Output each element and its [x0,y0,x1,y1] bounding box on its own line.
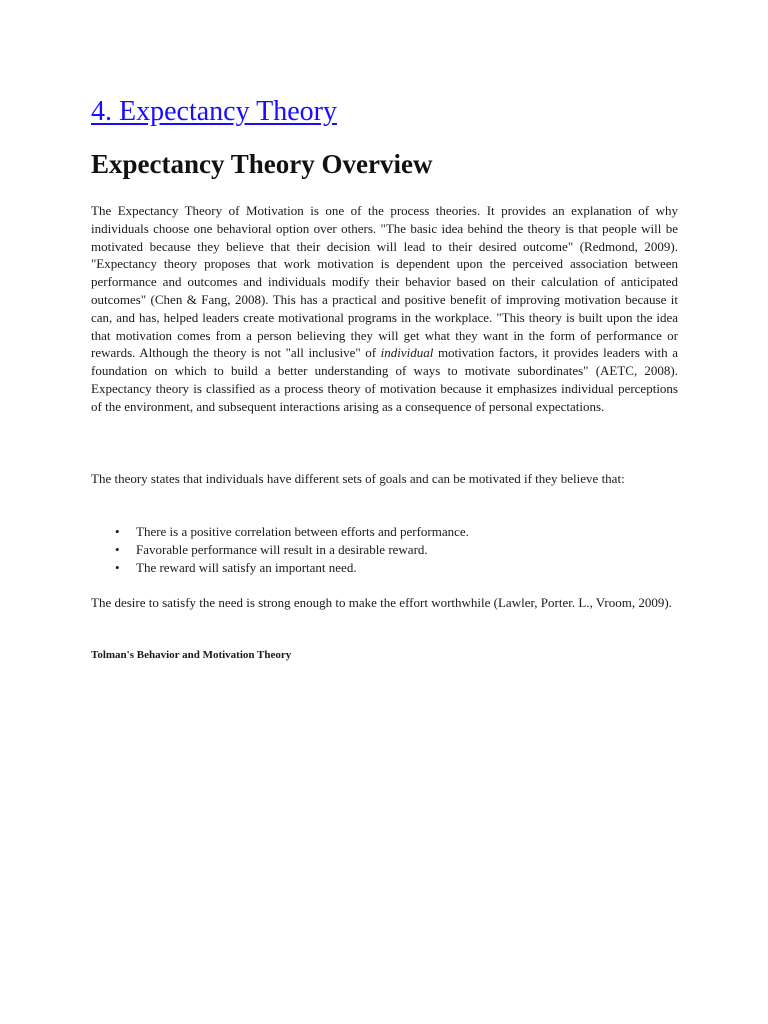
list-item-text: There is a positive correlation between efforts and performance. [136,524,469,539]
intro-paragraph-part-1: The Expectancy Theory of Motivation is one of the process theories. It provides an explanation of why individuals choose one behavioral option over others. "The basic idea behind the theory is that people will be motivated because they believe that their decision will lead to their desired outcome" (Redmond, 2009). "Expectancy theory proposes that work motivation is dependent upon the perceived association between performance and outcomes and individuals modify their behavior based on their calculation of anticipated outcomes" (Chen & Fang, 2008). This has a practical and positive benefit of improving motivation because it can, and has, helped leaders create motivational programs in the workplace. "This theory is built upon the idea that motivation comes from a person believing they will get what they want in the form of performance or rewards. Although the theory is not "all inclusive" of [91,203,678,361]
conditions-list [91,523,469,576]
intro-paragraph [91,202,678,416]
list-item [91,559,469,577]
bullet-icon: • [115,541,120,557]
list-item [91,541,469,559]
list-item-text: Favorable performance will result in a desirable reward. [136,541,428,557]
bullet-icon: • [115,559,120,575]
list-item [91,523,469,541]
goals-paragraph: The theory states that individuals have different sets of goals and can be motivated if they believe that: [91,471,625,486]
section-link-expectancy-theory[interactable]: 4. Expectancy Theory [91,96,337,127]
bullet-icon: • [115,524,120,539]
intro-paragraph-italic: individual [380,345,434,361]
list-item-text: The reward will satisfy an important need. [136,559,357,575]
subheading-tolman: Tolman's Behavior and Motivation Theory [91,649,292,661]
intro-paragraph-part-2: motivation factors, it provides leaders with a foundation on which to build a better understanding of ways to motivate subordinates" (AETC, 2008). Expectancy theory is classified as a process theory of motivation because it emphasizes individual perceptions of the environment, and subsequent interactions arising as a consequence of personal expectations. [91,345,678,414]
page-title: Expectancy Theory Overview [91,149,433,179]
desire-paragraph: The desire to satisfy the need is strong enough to make the effort worthwhile (Lawler, Porter. L., Vroom, 2009). [91,595,672,610]
